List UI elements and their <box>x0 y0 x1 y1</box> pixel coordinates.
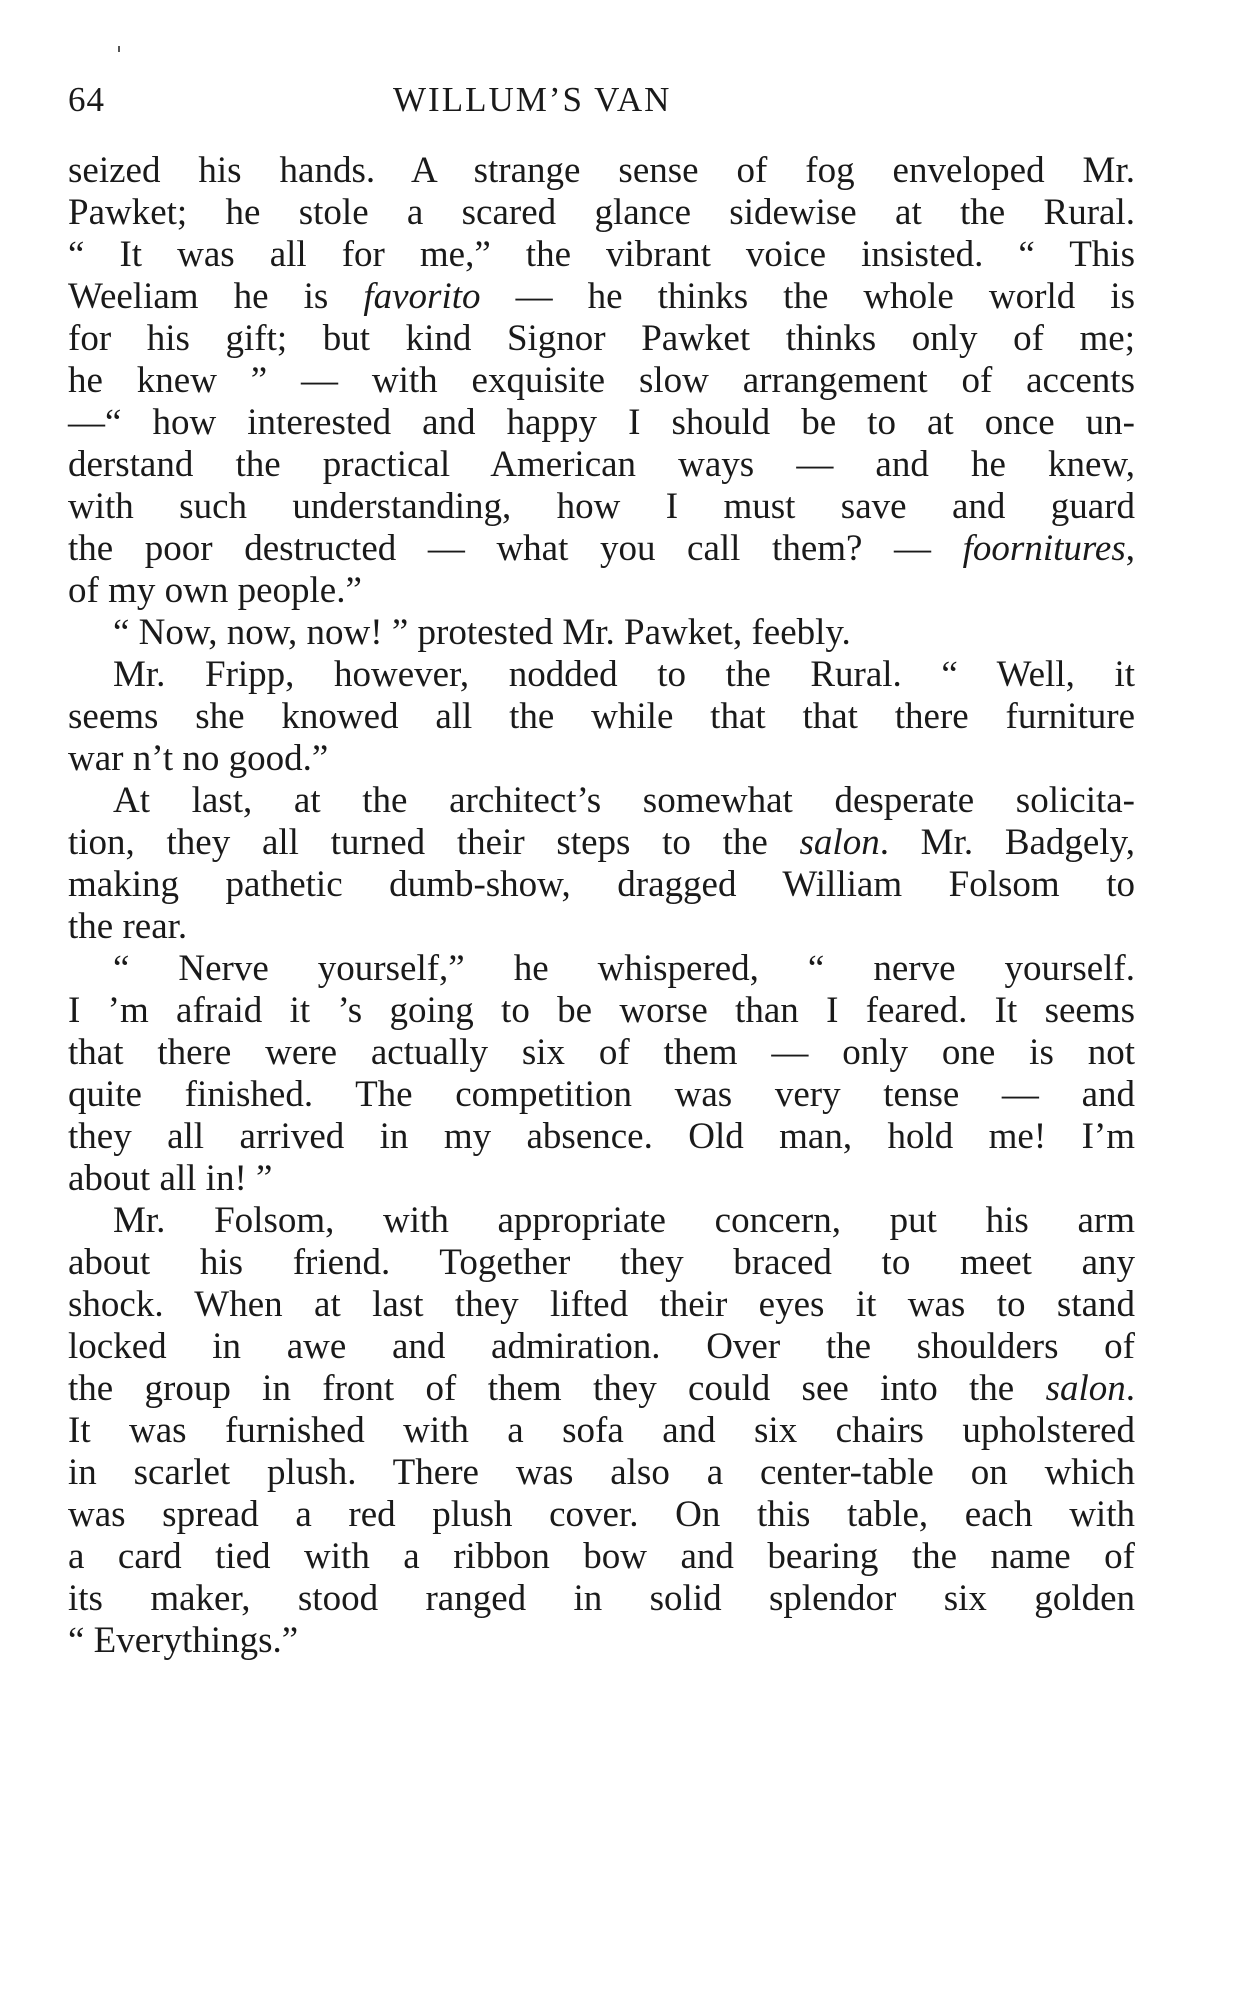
text-line: was spread a red plush cover. On this table, each with <box>68 1494 1135 1535</box>
text-line: shock. When at last they lifted their eyes it was to stand <box>68 1284 1135 1325</box>
text-line: seems she knowed all the while that that there furniture <box>68 696 1135 737</box>
text-line: Mr. Fripp, however, nodded to the Rural. “ Well, it <box>113 654 1135 695</box>
text-line: I ’m afraid it ’s going to be worse than I feared. It seems <box>68 990 1135 1031</box>
text-line: they all arrived in my absence. Old man, hold me! I’m <box>68 1116 1135 1157</box>
text-line: seized his hands. A strange sense of fog enveloped Mr. <box>68 150 1135 191</box>
running-title: WILLUM’S VAN <box>393 80 672 119</box>
italic-word: foornitures <box>962 528 1126 569</box>
text-line: in scarlet plush. There was also a center-table on which <box>68 1452 1135 1493</box>
italic-word: salon <box>799 822 880 863</box>
body-text <box>68 150 1135 1662</box>
text-line: about all in! ” <box>68 1158 273 1199</box>
italic-word: favorito <box>363 276 481 317</box>
text-line: “ Everythings.” <box>68 1620 299 1661</box>
text-line: derstand the practical American ways — and he knew, <box>68 444 1135 485</box>
text-line: with such understanding, how I must save and guard <box>68 486 1135 527</box>
text-line: At last, at the architect’s somewhat desperate solicita- <box>113 780 1135 821</box>
text-line: its maker, stood ranged in solid splendor six golden <box>68 1578 1135 1619</box>
text-line: war n’t no good.” <box>68 738 329 779</box>
text-line: he knew ” — with exquisite slow arrangement of accents <box>68 360 1135 401</box>
text-line: of my own people.” <box>68 570 362 611</box>
text-line: tion, they all turned their steps to the salon. Mr. Badgely, <box>68 822 1135 863</box>
text-line: the group in front of them they could see into the salon. <box>68 1368 1135 1409</box>
text-line: Mr. Folsom, with appropriate concern, put his arm <box>113 1200 1135 1241</box>
text-line: for his gift; but kind Signor Pawket thinks only of me; <box>68 318 1135 359</box>
text-line: It was furnished with a sofa and six chairs upholstered <box>68 1410 1135 1451</box>
text-line: “ It was all for me,” the vibrant voice insisted. “ This <box>68 234 1135 275</box>
italic-word: salon <box>1045 1368 1126 1409</box>
running-head <box>68 70 1135 130</box>
text-line: quite finished. The competition was very tense — and <box>68 1074 1135 1115</box>
text-line: Weeliam he is favorito — he thinks the whole world is <box>68 276 1135 317</box>
text-line: —“ how interested and happy I should be to at once un- <box>68 402 1135 443</box>
text-line: “ Nerve yourself,” he whispered, “ nerve yourself. <box>113 948 1135 989</box>
text-line: locked in awe and admiration. Over the shoulders of <box>68 1326 1135 1367</box>
text-line: that there were actually six of them — only one is not <box>68 1032 1135 1073</box>
page-number: 64 <box>68 80 105 119</box>
text-line: Pawket; he stole a scared glance sidewise at the Rural. <box>68 192 1135 233</box>
text-line: the rear. <box>68 906 188 947</box>
text-line: “ Now, now, now! ” protested Mr. Pawket, feebly. <box>113 612 851 653</box>
print-mark <box>118 46 120 52</box>
text-line: the poor destructed — what you call them? — foornitures, <box>68 528 1135 569</box>
text-line: about his friend. Together they braced to meet any <box>68 1242 1135 1283</box>
text-line: making pathetic dumb-show, dragged William Folsom to <box>68 864 1135 905</box>
text-line: a card tied with a ribbon bow and bearing the name of <box>68 1536 1135 1577</box>
